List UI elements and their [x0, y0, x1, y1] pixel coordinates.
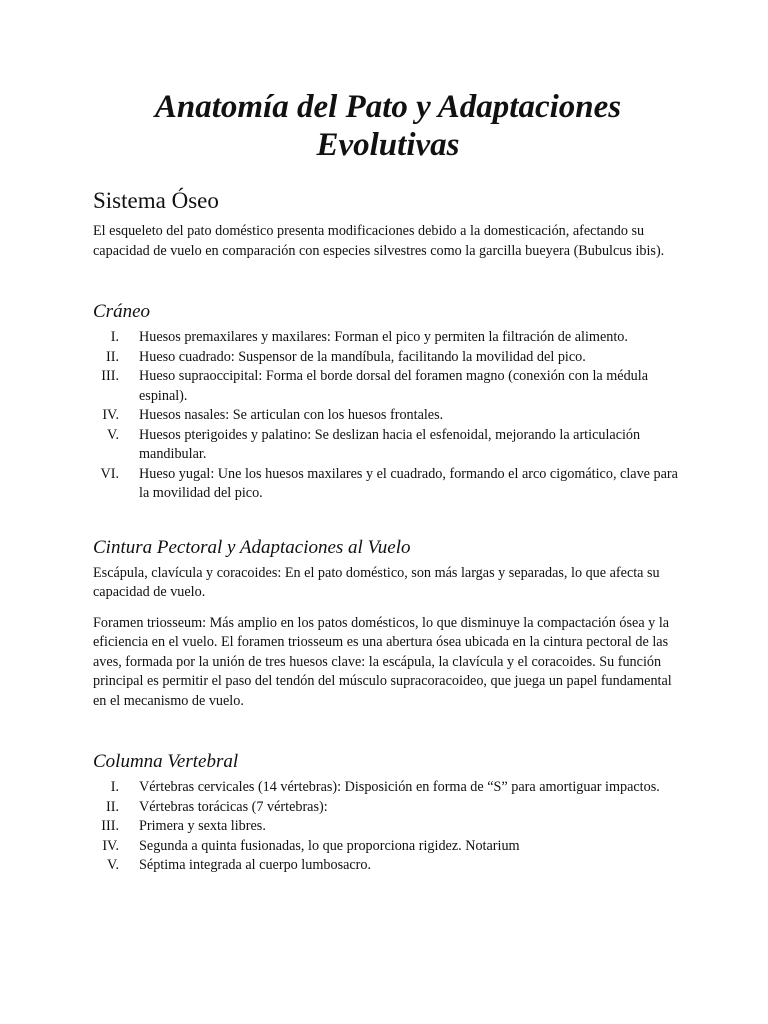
list-item-number: VI. [100, 465, 119, 482]
list-item-text: Primera y sexta libres. [139, 818, 266, 834]
list-item-text: Segunda a quinta fusionadas, lo que proporciona rigidez. Notarium [139, 837, 520, 854]
list-craneo [93, 328, 683, 504]
list-item [93, 798, 683, 818]
paragraph-escapula: Escápula, clavícula y coracoides: En el pato doméstico, son más largas y separadas, lo que afecta su capacidad de vuelo. [93, 564, 660, 600]
list-item-text: Huesos premaxilares y maxilares: Forman el pico y permiten la filtración de alimento. [139, 329, 628, 345]
list-item-number: IV. [102, 407, 119, 423]
list-item-text: Vértebras cervicales (14 vértebras): Disposición en forma de “S” para amortiguar impactos. [139, 779, 660, 795]
list-item-number: II. [106, 348, 119, 365]
list-item [93, 465, 683, 504]
section-heading-sistema-oseo: Sistema Óseo [93, 188, 219, 213]
list-item-text: Hueso supraoccipital: Forma el borde dorsal del foramen magno (conexión con la médula espinal). [139, 368, 649, 404]
paragraph-sistema-oseo: El esqueleto del pato doméstico presenta modificaciones debido a la domesticación, afectando su capacidad de vuelo en comparación con especies silvestres como la garcilla bueyera (Bubulcus ibis). [93, 223, 665, 259]
document-title: Anatomía del Pato y Adaptaciones Evolutivas [154, 89, 622, 163]
subheading-cintura-pectoral: Cintura Pectoral y Adaptaciones al Vuelo [93, 536, 411, 558]
list-item [93, 367, 683, 406]
list-item-text: Hueso yugal: Une los huesos maxilares y el cuadrado, formando el arco cigomático, clave para la movilidad del pico. [139, 465, 678, 501]
list-item-text: Hueso cuadrado: Suspensor de la mandíbula, facilitando la movilidad del pico. [139, 348, 586, 365]
subheading-craneo: Cráneo [93, 301, 150, 322]
list-item-number: IV. [102, 837, 119, 854]
list-item-text: Vértebras torácicas (7 vértebras): [139, 798, 328, 815]
list-item-text: Huesos nasales: Se articulan con los huesos frontales. [139, 407, 444, 423]
list-item-number: I. [110, 779, 119, 795]
list-item-number: III. [101, 368, 119, 384]
list-item [93, 778, 683, 798]
list-columna-vertebral [93, 778, 683, 876]
list-item-text: Huesos pterigoides y palatino: Se deslizan hacia el esfenoidal, mejorando la articulación mandibular. [139, 426, 641, 462]
document-page [93, 88, 683, 876]
subheading-columna-vertebral: Columna Vertebral [93, 751, 239, 772]
list-item-number: II. [106, 798, 119, 815]
list-item-text: Séptima integrada al cuerpo lumbosacro. [139, 857, 372, 873]
list-item-number: V. [107, 426, 119, 443]
list-item [93, 328, 683, 348]
list-item-number: III. [101, 818, 119, 834]
list-item-number: V. [107, 857, 119, 873]
paragraph-foramen-triosseum: Foramen triosseum: Más amplio en los patos domésticos, lo que disminuye la compactación ósea y la eficiencia en el vuelo. El foramen triosseum es una abertura ósea ubicada en la cintura pectoral de las aves, formada por la unión de tres huesos clave: la escápula, la clavícula y el coracoides. Su función principal es permitir el paso del tendón del músculo supracoracoideo, que juega un papel fundamental en el mecanismo de vuelo. [93, 614, 672, 709]
list-item [93, 837, 683, 857]
list-item [93, 856, 683, 876]
list-item [93, 406, 683, 426]
list-item-number: I. [110, 329, 119, 345]
list-item [93, 817, 683, 837]
list-item [93, 426, 683, 465]
list-item [93, 348, 683, 368]
